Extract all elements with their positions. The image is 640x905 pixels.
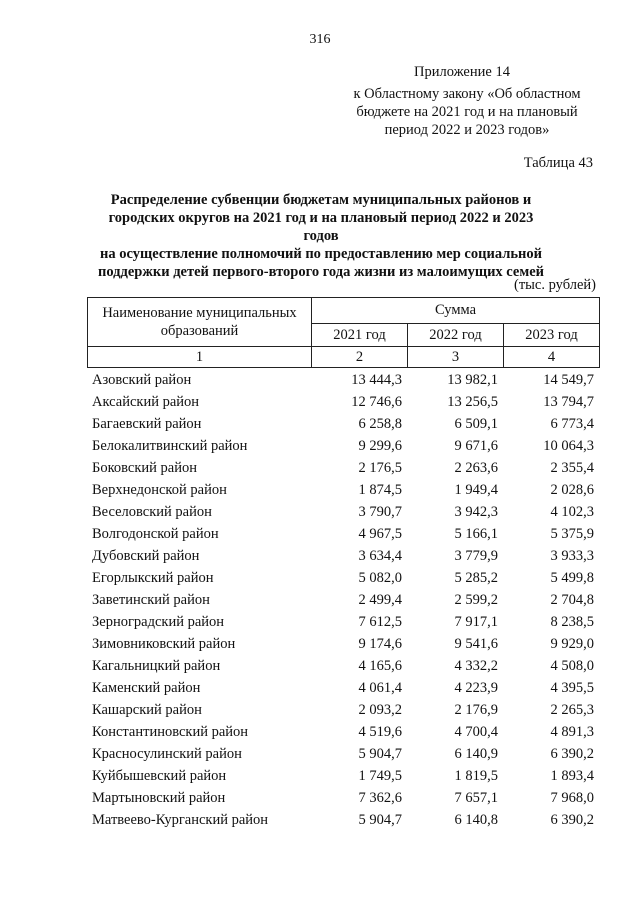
table-number: Таблица 43 xyxy=(523,155,593,171)
value-2023: 4 891,3 xyxy=(550,724,594,740)
value-2023: 6 773,4 xyxy=(550,416,594,432)
table-row xyxy=(0,435,640,457)
value-2022: 9 671,6 xyxy=(454,438,498,454)
municipality-name: Багаевский район xyxy=(92,416,202,432)
municipality-name: Веселовский район xyxy=(92,504,212,520)
value-2021: 3 790,7 xyxy=(358,504,402,520)
page-number: 316 xyxy=(309,32,331,47)
value-2021: 1 749,5 xyxy=(358,768,402,784)
table-row xyxy=(0,523,640,545)
municipality-name: Верхнедонской район xyxy=(92,482,227,498)
appendix-line: период 2022 и 2023 годов» xyxy=(384,122,550,138)
document-title xyxy=(95,191,547,281)
appendix-line: к Областному закону «Об областном xyxy=(353,86,581,102)
title-line: на осуществление полномочий по предоставлению мер социальной xyxy=(100,246,542,262)
column-number: 4 xyxy=(504,347,600,368)
value-2022: 6 509,1 xyxy=(454,416,498,432)
value-2022: 13 256,5 xyxy=(447,394,498,410)
value-2021: 4 519,6 xyxy=(358,724,402,740)
municipality-name: Красносулинский район xyxy=(92,746,242,762)
table-row xyxy=(0,765,640,787)
municipality-name: Заветинский район xyxy=(92,592,210,608)
value-2021: 5 904,7 xyxy=(358,746,402,762)
municipality-name: Зерноградский район xyxy=(92,614,225,630)
header-year-2022: 2022 год xyxy=(408,324,504,347)
value-2021: 6 258,8 xyxy=(358,416,402,432)
value-2022: 7 657,1 xyxy=(454,790,498,806)
municipality-name: Аксайский район xyxy=(92,394,200,410)
table-row xyxy=(0,501,640,523)
table-row xyxy=(0,457,640,479)
table-row xyxy=(0,413,640,435)
value-2021: 4 061,4 xyxy=(358,680,402,696)
value-2023: 6 390,2 xyxy=(550,812,594,828)
value-2022: 3 942,3 xyxy=(454,504,498,520)
value-2023: 4 395,5 xyxy=(550,680,594,696)
value-2021: 5 082,0 xyxy=(358,570,402,586)
table-row xyxy=(0,721,640,743)
value-2022: 7 917,1 xyxy=(454,614,498,630)
value-2022: 6 140,8 xyxy=(454,812,498,828)
value-2021: 9 174,6 xyxy=(358,636,402,652)
value-2022: 9 541,6 xyxy=(454,636,498,652)
value-2021: 4 165,6 xyxy=(358,658,402,674)
table-header xyxy=(87,297,600,368)
appendix-title: Приложение 14 xyxy=(414,64,510,80)
table-row xyxy=(0,589,640,611)
units-note: (тыс. рублей) xyxy=(514,277,596,293)
value-2023: 3 933,3 xyxy=(550,548,594,564)
value-2022: 4 700,4 xyxy=(454,724,498,740)
municipality-name: Каменский район xyxy=(92,680,201,696)
value-2021: 2 093,2 xyxy=(358,702,402,718)
value-2023: 5 499,8 xyxy=(550,570,594,586)
value-2022: 3 779,9 xyxy=(454,548,498,564)
table-row xyxy=(0,655,640,677)
value-2021: 12 746,6 xyxy=(351,394,402,410)
municipality-name: Дубовский район xyxy=(92,548,200,564)
value-2022: 6 140,9 xyxy=(454,746,498,762)
value-2022: 4 223,9 xyxy=(454,680,498,696)
value-2023: 9 929,0 xyxy=(550,636,594,652)
value-2021: 1 874,5 xyxy=(358,482,402,498)
column-number: 3 xyxy=(408,347,504,368)
value-2023: 4 508,0 xyxy=(550,658,594,674)
header-year-2021: 2021 год xyxy=(312,324,408,347)
table-row xyxy=(0,479,640,501)
value-2022: 5 285,2 xyxy=(454,570,498,586)
value-2021: 2 176,5 xyxy=(358,460,402,476)
table-row xyxy=(0,545,640,567)
value-2021: 7 362,6 xyxy=(358,790,402,806)
municipality-name: Куйбышевский район xyxy=(92,768,227,784)
municipality-name: Матвеево-Курганский район xyxy=(92,812,269,828)
appendix-law-reference xyxy=(336,85,598,139)
value-2021: 2 499,4 xyxy=(358,592,402,608)
title-line: поддержки детей первого-второго года жизни из малоимущих семей xyxy=(97,264,545,280)
value-2022: 1 819,5 xyxy=(454,768,498,784)
header-name-label: Наименование муниципальных образований xyxy=(102,305,297,339)
table-body xyxy=(0,369,640,831)
title-line: городских округов на 2021 год и на плановый период 2022 и 2023 годов xyxy=(108,210,534,244)
value-2023: 2 265,3 xyxy=(550,702,594,718)
table-row xyxy=(0,611,640,633)
table-row xyxy=(0,369,640,391)
value-2023: 13 794,7 xyxy=(543,394,594,410)
value-2023: 4 102,3 xyxy=(550,504,594,520)
table-row xyxy=(0,809,640,831)
value-2023: 2 355,4 xyxy=(550,460,594,476)
table-row xyxy=(0,787,640,809)
header-name-column xyxy=(88,298,312,347)
table-row xyxy=(0,567,640,589)
column-number: 2 xyxy=(312,347,408,368)
municipality-name: Константиновский район xyxy=(92,724,249,740)
table-row xyxy=(0,391,640,413)
municipality-name: Боковский район xyxy=(92,460,197,476)
municipality-name: Зимовниковский район xyxy=(92,636,236,652)
value-2021: 13 444,3 xyxy=(351,372,402,388)
municipality-name: Кагальницкий район xyxy=(92,658,221,674)
value-2023: 2 028,6 xyxy=(550,482,594,498)
value-2023: 14 549,7 xyxy=(543,372,594,388)
value-2023: 2 704,8 xyxy=(550,592,594,608)
value-2023: 5 375,9 xyxy=(550,526,594,542)
table-row xyxy=(0,743,640,765)
municipality-name: Мартыновский район xyxy=(92,790,226,806)
header-sum: Сумма xyxy=(312,298,600,324)
value-2022: 13 982,1 xyxy=(447,372,498,388)
value-2022: 2 599,2 xyxy=(454,592,498,608)
table-row xyxy=(0,677,640,699)
value-2023: 8 238,5 xyxy=(550,614,594,630)
appendix-line: бюджете на 2021 год и на плановый xyxy=(356,104,578,120)
value-2022: 2 176,9 xyxy=(454,702,498,718)
value-2023: 7 968,0 xyxy=(550,790,594,806)
value-2021: 3 634,4 xyxy=(358,548,402,564)
value-2021: 9 299,6 xyxy=(358,438,402,454)
header-year-2023: 2023 год xyxy=(504,324,600,347)
column-number: 1 xyxy=(88,347,312,368)
value-2022: 1 949,4 xyxy=(454,482,498,498)
value-2023: 6 390,2 xyxy=(550,746,594,762)
municipality-name: Волгодонской район xyxy=(92,526,219,542)
value-2023: 1 893,4 xyxy=(550,768,594,784)
municipality-name: Кашарский район xyxy=(92,702,202,718)
table-row xyxy=(0,699,640,721)
value-2022: 5 166,1 xyxy=(454,526,498,542)
municipality-name: Егорлыкский район xyxy=(92,570,214,586)
value-2023: 10 064,3 xyxy=(543,438,594,454)
municipality-name: Азовский район xyxy=(92,372,192,388)
municipality-name: Белокалитвинский район xyxy=(92,438,248,454)
value-2021: 7 612,5 xyxy=(358,614,402,630)
value-2022: 4 332,2 xyxy=(454,658,498,674)
value-2022: 2 263,6 xyxy=(454,460,498,476)
value-2021: 4 967,5 xyxy=(358,526,402,542)
value-2021: 5 904,7 xyxy=(358,812,402,828)
title-line: Распределение субвенции бюджетам муниципальных районов и xyxy=(110,192,532,208)
table-row xyxy=(0,633,640,655)
